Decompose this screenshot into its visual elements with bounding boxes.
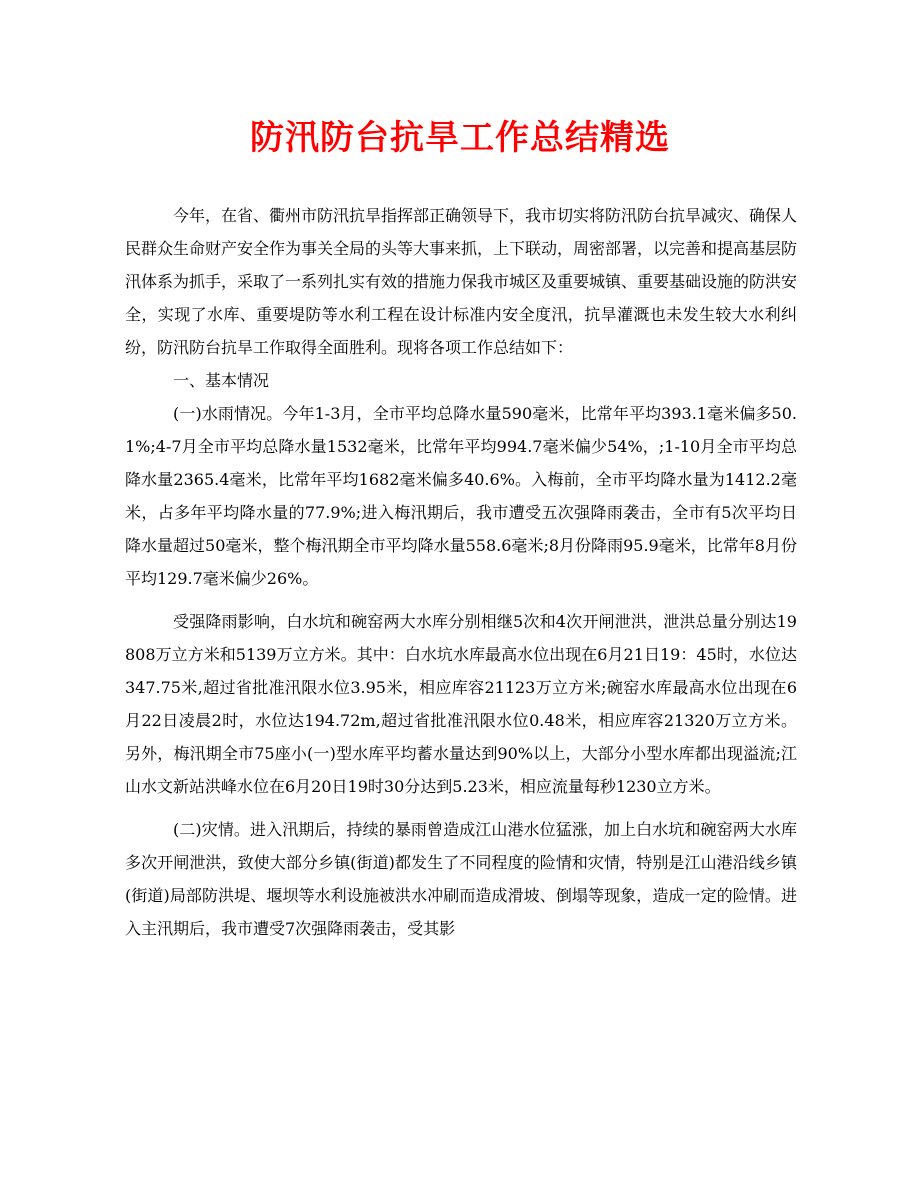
- paragraph-disaster: (二)灾情。进入汛期后，持续的暴雨曾造成江山港水位猛涨，加上白水坑和碗窑两大水库多次开闸泄洪，致使大部分乡镇(街道)都发生了不同程度的险情和灾情，特别是江山港沿线乡镇(街道)局部防洪堤、堰坝等水利设施被洪水冲刷而造成滑坡、倒塌等现象，造成一定的险情。进入主汛期后，我市遭受7次强降雨袭击，受其影: [125, 820, 797, 938]
- document-body: [125, 199, 797, 945]
- section-heading-basic-situation: 一、基本情况: [173, 371, 270, 390]
- paragraph-intro: 今年，在省、衢州市防汛抗旱指挥部正确领导下，我市切实将防汛防台抗旱减灾、确保人民群众生命财产安全作为事关全局的头等大事来抓，上下联动，周密部署，以完善和提高基层防汛体系为抓手，采取了一系列扎实有效的措施力保我市城区及重要城镇、重要基础设施的防洪安全，实现了水库、重要堤防等水利工程在设计标准内安全度汛，抗旱灌溉也未发生较大水利纠纷，防汛防台抗旱工作取得全面胜利。现将各项工作总结如下：: [125, 206, 798, 357]
- paragraph-reservoirs: 受强降雨影响，白水坑和碗窑两大水库分别相继5次和4次开闸泄洪，泄洪总量分别达19808万立方米和5139万立方米。其中：白水坑水库最高水位出现在6月21日19：45时，水位达347.75米,超过省批准汛限水位3.95米，相应库容21123万立方米;碗窑水库最高水位出现在6月22日凌晨2时，水位达194.72m,超过省批准汛限水位0.48米，相应库容21320万立方米。另外，梅汛期全市75座小(一)型水库平均蓄水量达到90%以上，大部分小型水库都出现溢流;江山水文新站洪峰水位在6月20日19时30分达到5.23米，相应流量每秒1230立方米。: [125, 612, 797, 796]
- paragraph-rainfall: (一)水雨情况。今年1-3月，全市平均总降水量590毫米，比常年平均393.1毫米偏多50.1%;4-7月全市平均总降水量1532毫米，比常年平均994.7毫米偏少54%，;1-10月全市平均总降水量2365.4毫米，比常年平均1682毫米偏多40.6%。入梅前，全市平均降水量为1412.2毫米，占多年平均降水量的77.9%;进入梅汛期后，我市遭受五次强降雨袭击，全市有5次平均日降水量超过50毫米，整个梅汛期全市平均降水量558.6毫米;8月份降雨95.9毫米，比常年8月份平均129.7毫米偏少26%。: [125, 404, 797, 588]
- document-title: 防汛防台抗旱工作总结精选: [250, 118, 670, 158]
